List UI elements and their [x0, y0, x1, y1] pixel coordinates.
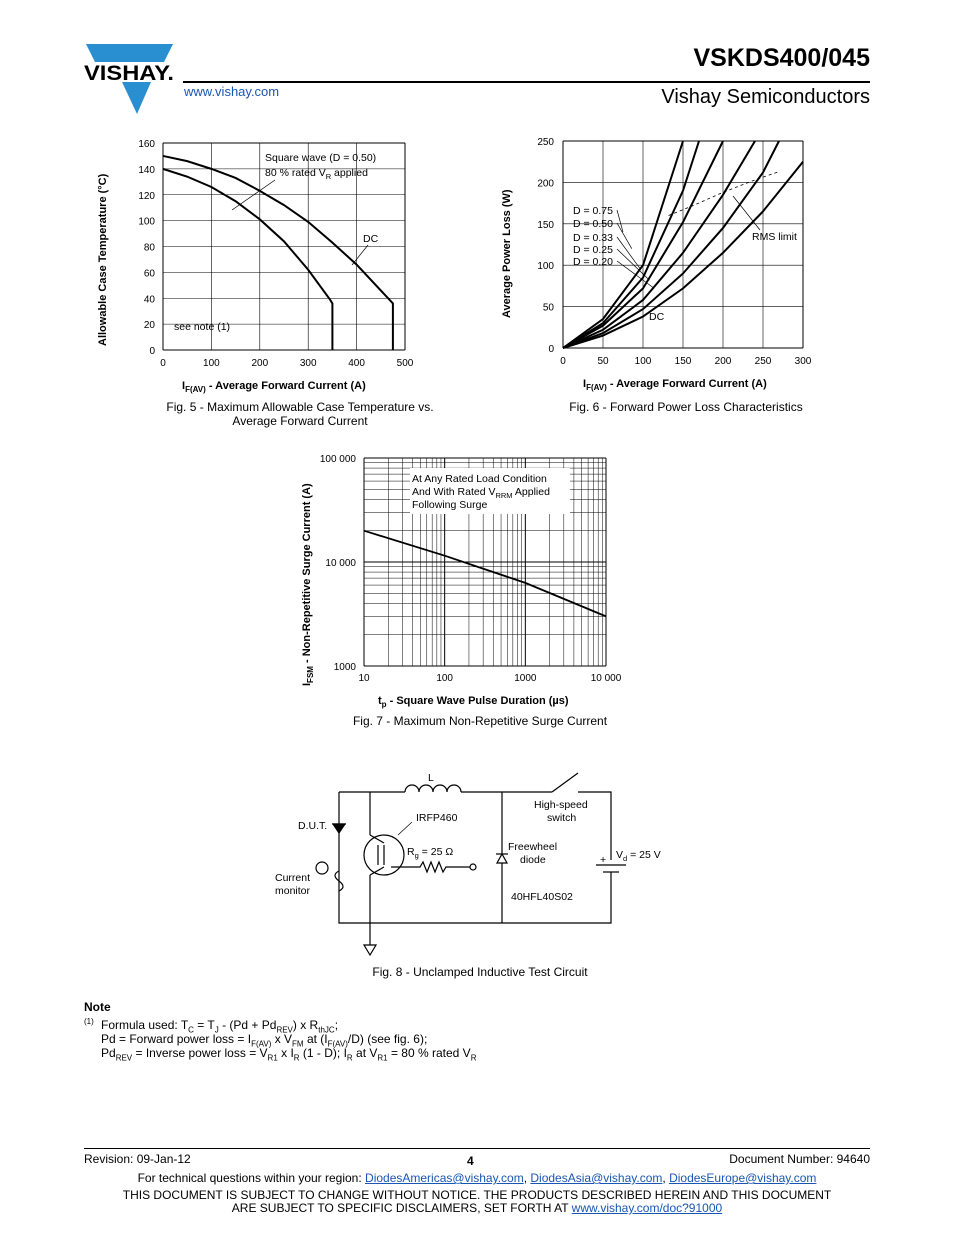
fig7-xtick: 10 [358, 673, 370, 684]
fig6-ytick: 100 [537, 261, 554, 273]
fig5-xtick: 0 [160, 358, 166, 369]
label-current-2: monitor [275, 885, 311, 897]
fig5-xtick: 500 [396, 358, 414, 369]
note-line-1: Formula used: $T_C = T_J - (Pd + Pd_{REV})$ x $R_{thJC}$; [101, 1018, 339, 1035]
fig5-annot-square-2: 80 % rated $V_R$ applied [265, 167, 368, 181]
fig7-xlabel: $t_p$ - Square Wave Pulse Duration (µs) [378, 695, 569, 710]
fig5-caption: Fig. 5 - Maximum Allowable Case Temperature vs. Average Forward Current [166, 400, 434, 428]
ground-symbol [364, 945, 376, 955]
footer-doc-number: Document Number: 94640 [729, 1152, 870, 1166]
fig6-duty-label: D = 0.25 [573, 244, 613, 256]
fig7-ytick: 100 000 [319, 454, 356, 465]
fig6-annot-dc: DC [649, 311, 665, 323]
note-marker: (1) [84, 1017, 94, 1026]
fig7-annot-3: Following Surge [412, 499, 488, 511]
fig6-duty-label: D = 0.33 [573, 232, 613, 244]
fig7-ytick: 1000 [333, 662, 356, 673]
label-freewheel-2: diode [520, 854, 546, 866]
gate-resistor [391, 862, 470, 872]
fig6-xtick: 150 [674, 356, 692, 367]
footer-revision: Revision: 09-Jan-12 [84, 1152, 191, 1166]
fig6-chart [490, 130, 830, 400]
header-rule [183, 81, 870, 83]
fig7-ylabel: $I_{FSM}$ - Non-Repetitive Surge Current (A) [301, 483, 315, 686]
fig6-xtick: 0 [560, 356, 566, 367]
fig5-ytick: 120 [138, 190, 155, 202]
fig6-leader-rms [733, 196, 760, 230]
fig5-annot-note: see note (1) [174, 321, 231, 333]
fig7-ytick: 10 000 [325, 558, 356, 569]
company-subtitle: Vishay Semiconductors [661, 86, 870, 108]
fig8-circuit [260, 765, 690, 965]
irfp-leader [398, 822, 412, 835]
switch-blade [552, 773, 578, 792]
fig6-duty-leader [617, 237, 641, 269]
fig5-annot-square-1: Square wave (D = 0.50) [265, 152, 377, 164]
fig6-xtick: 300 [794, 356, 812, 367]
footer-page: 4 [467, 1154, 474, 1168]
label-freewheel-1: Freewheel [508, 841, 558, 853]
fig5-leader-dc [352, 245, 368, 265]
label-L: L [428, 772, 434, 784]
fig5-chart [90, 130, 430, 400]
disclaimer-link[interactable]: www.vishay.com/doc?91000 [571, 1201, 723, 1215]
fig7-annot-2: And With Rated $V_{RRM}$ Applied [412, 486, 550, 500]
footer-contact: For technical questions within your region: DiodesAmericas@vishay.com, DiodesAsia@vishay.com, DiodesEurope@vishay.com [137, 1171, 817, 1185]
fig5-xtick: 200 [251, 358, 269, 369]
fig5-xtick: 300 [299, 358, 317, 369]
label-rg: $R_g = 25$ Ω [407, 846, 454, 860]
label-dut: D.U.T. [298, 820, 328, 832]
fig6-caption: Fig. 6 - Forward Power Loss Characteristics [569, 400, 803, 414]
freewheel-diode-symbol [497, 854, 507, 863]
note-line-3: $Pd_{REV}$ = Inverse power loss = $V_{R1}$ x $I_R$ (1 - D); $I_R$ at $V_{R1} = 80$ % rated $V_R$ [101, 1046, 477, 1063]
email-americas[interactable]: DiodesAmericas@vishay.com [365, 1171, 524, 1185]
email-asia[interactable]: DiodesAsia@vishay.com [530, 1171, 663, 1185]
fig7-xtick: 1000 [514, 673, 537, 684]
fig8-caption: Fig. 8 - Unclamped Inductive Test Circuit [372, 965, 588, 979]
fig6-duty-label: D = 0.75 [573, 205, 613, 217]
label-diode-part: 40HFL40S02 [511, 891, 573, 903]
fig6-xtick: 100 [634, 356, 652, 367]
fig6-ytick: 50 [542, 302, 554, 314]
fig7-annot-1: At Any Rated Load Condition [412, 473, 547, 485]
fig5-ytick: 80 [143, 242, 155, 254]
fig6-duty-label: D = 0.20 [573, 256, 613, 268]
fig6-xlabel: $I_{F(AV)}$ - Average Forward Current (A) [583, 378, 767, 393]
fig6-duty-leader [617, 223, 632, 249]
fig6-ytick: 200 [537, 178, 554, 190]
label-current-1: Current [275, 872, 311, 884]
footer-disclaimer-1: THIS DOCUMENT IS SUBJECT TO CHANGE WITHOUT NOTICE. THE PRODUCTS DESCRIBED HEREIN AND THIS DOCUMENT [122, 1188, 832, 1202]
fig5-xtick: 100 [203, 358, 220, 369]
inductor-coil [405, 785, 461, 792]
fig6-xtick: 200 [714, 356, 732, 367]
fig6-duty-label: D = 0.50 [573, 218, 613, 230]
label-irfp: IRFP460 [416, 812, 458, 824]
fig5-xlabel: $I_{F(AV)}$ - Average Forward Current (A) [182, 380, 366, 395]
gate-terminal [470, 864, 476, 870]
fig5-ytick: 160 [138, 139, 155, 150]
fig5-ytick: 40 [143, 294, 155, 306]
email-europe[interactable]: DiodesEurope@vishay.com [669, 1171, 817, 1185]
fig5-annot-dc: DC [363, 233, 379, 245]
fig7-xtick: 100 [436, 673, 454, 684]
fig6-ytick: 0 [548, 344, 554, 355]
fig6-xtick: 50 [597, 356, 609, 367]
fig5-xtick: 400 [348, 358, 365, 369]
label-plus: + [600, 854, 607, 866]
part-number-title: VSKDS400/045 [693, 44, 870, 72]
label-vd: $V_d = 25$ V [616, 849, 661, 863]
dut-diode-symbol [333, 824, 345, 833]
fig5-ytick: 140 [138, 164, 155, 176]
note-line-2: Pd = Forward power loss = $I_{F(AV)}$ x $V_{FM}$ at $(I_{F(AV)}/D)$ (see fig. 6); [101, 1032, 428, 1049]
fig7-chart [290, 450, 630, 690]
footer-rule [84, 1148, 870, 1149]
vishay-logo [82, 44, 178, 120]
fig5-ytick: 60 [143, 268, 155, 280]
fig7-caption: Fig. 7 - Maximum Non-Repetitive Surge Current [352, 714, 608, 728]
fig6-annot-rms: RMS limit [752, 231, 797, 243]
fig6-xtick: 250 [754, 356, 772, 367]
fig5-ytick: 100 [138, 216, 155, 228]
fig5-ylabel: Allowable Case Temperature (°C) [97, 173, 109, 346]
fig5-ytick: 0 [149, 346, 155, 357]
label-switch-1: High-speed [534, 799, 588, 811]
website-link[interactable]: www.vishay.com [184, 84, 280, 99]
current-monitor-coil [316, 862, 328, 874]
label-switch-2: switch [547, 812, 577, 824]
fig7-xtick: 10 000 [590, 673, 622, 684]
brand-text: VISHAY. [84, 62, 174, 85]
footer-disclaimer-2: ARE SUBJECT TO SPECIFIC DISCLAIMERS, SET FORTH AT www.vishay.com/doc?91000 [231, 1201, 723, 1215]
fig6-ylabel: Average Power Loss (W) [501, 189, 513, 318]
fig5-ytick: 20 [143, 320, 155, 332]
fig6-ytick: 150 [537, 219, 554, 231]
note-title: Note [84, 1000, 111, 1014]
fig6-ytick: 250 [537, 137, 554, 148]
